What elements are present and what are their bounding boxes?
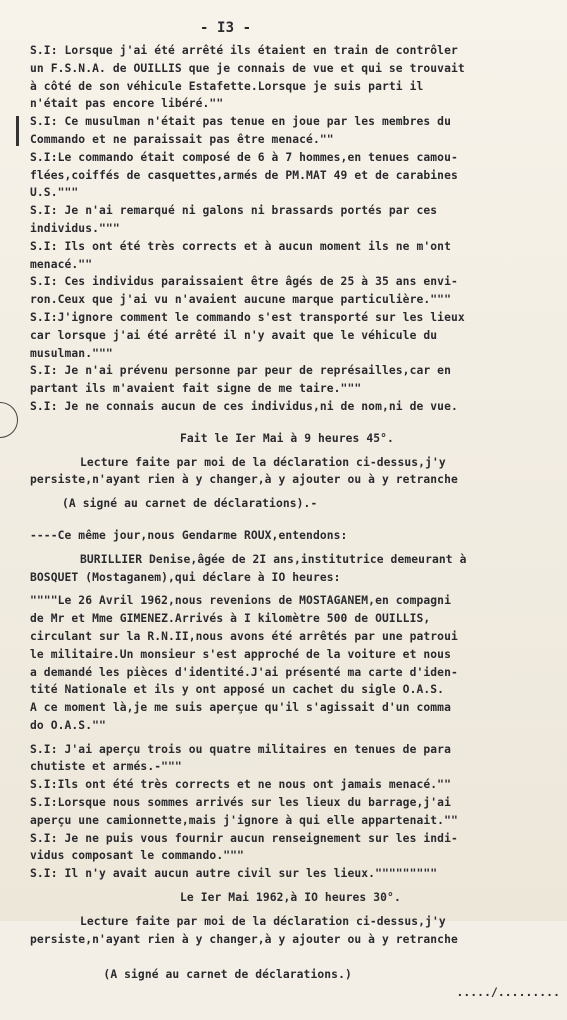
text-line: aperçu une camionnette,mais j'ignore à qui elle appartenait."": [30, 813, 458, 827]
text-line: car lorsque j'ai été arrêté il n'y avait que le véhicule du: [30, 328, 438, 342]
text-line: BURILLIER Denise,âgée de 2I ans,institutrice demeurant à: [80, 552, 467, 566]
text-line: à côté de son véhicule Estafette.Lorsque je suis parti il: [30, 79, 424, 93]
text-line: S.I: Ces individus paraissaient être âgés de 25 à 35 ans envi-: [30, 275, 458, 289]
text-line: flées,coiffés de casquettes,armés de PM.MAT 49 et de carabines: [30, 168, 458, 182]
margin-mark: [16, 116, 19, 146]
text-line: circulant sur la R.N.II,nous avons été arrêtés par une patroui: [30, 629, 458, 643]
text-line: Commando et ne paraissait pas être menacé."": [30, 132, 334, 146]
continuation-dots: ...../.........: [456, 986, 560, 1000]
text-line: A ce moment là,je me suis aperçue qu'il s'agissait d'un comma: [30, 701, 451, 715]
text-line: a demandé les pièces d'identité.J'ai présenté ma carte d'iden-: [30, 665, 458, 679]
text-line: [30, 948, 560, 1000]
text-line: Le Ier Mai 1962,à IO heures 30°.: [180, 891, 401, 905]
text-line: S.I:Ils ont été très corrects et ne nous ont jamais menacé."": [30, 778, 451, 792]
page-number: - I3 -: [200, 20, 252, 36]
text-line: S.I: Il n'y avait aucun autre civil sur les lieux.""""""""": [30, 867, 438, 881]
signature-note: (A signé au carnet de déclarations.): [103, 968, 352, 982]
text-line: S.I: Lorsque j'ai été arrêté ils étaient en train de contrôler: [30, 44, 458, 57]
text-line: persiste,n'ayant rien à y changer,à y ajouter ou à y retranche: [30, 932, 458, 946]
text-line: S.I: Je n'ai remarqué ni galons ni brassards portés par ces: [30, 204, 438, 218]
text-line: individus.""": [30, 221, 120, 235]
text-line: tité Nationale et ils y ont apposé un cachet du sigle O.A.S.: [30, 683, 445, 697]
text-line: """"Le 26 Avril 1962,nous revenions de MOSTAGANEM,en compagni: [30, 594, 451, 608]
text-line: S.I:J'ignore comment le commando s'est transporté sur les lieux: [30, 310, 465, 324]
text-line: menacé."": [30, 257, 93, 271]
text-line: ron.Ceux que j'ai vu n'avaient aucune marque particulière.""": [30, 293, 451, 307]
text-line: un F.S.N.A. de OUILLIS que je connais de vue et qui se trouvait: [30, 61, 465, 75]
text-line: BOSQUET (Mostaganem),qui déclare à IO heures:: [30, 570, 341, 584]
text-line: U.S.""": [30, 186, 79, 200]
punch-hole: [0, 402, 18, 438]
text-line: (A signé au carnet de déclarations).-: [62, 497, 318, 511]
text-line: de Mr et Mme GIMENEZ.Arrivés à I kilomètre 500 de OUILLIS,: [30, 612, 431, 626]
text-line: S.I: Je ne puis vous fournir aucun renseignement sur les indi-: [30, 831, 458, 845]
text-line: S.I: Ce musulman n'était pas tenue en joue par les membres du: [30, 115, 451, 129]
text-line: S.I:Lorsque nous sommes arrivés sur les lieux du barrage,j'ai: [30, 796, 451, 810]
text-line: S.I: Ils ont été très corrects et à aucun moment ils ne m'ont: [30, 239, 451, 253]
text-line: S.I: J'ai aperçu trois ou quatre militaires en tenues de para: [30, 742, 451, 756]
text-line: partant ils m'avaient fait signe de me taire.""": [30, 382, 362, 396]
text-line: chutiste et armés.-""": [30, 760, 182, 774]
text-line: persiste,n'ayant rien à y changer,à y ajouter ou à y retranche: [30, 473, 458, 487]
deposition-text: [30, 42, 560, 1000]
text-line: S.I:Le commando était composé de 6 à 7 hommes,en tenues camou-: [30, 150, 458, 164]
text-line: S.I: Je ne connais aucun de ces individus,ni de nom,ni de vue.: [30, 399, 458, 413]
text-line: vidus composant le commando.""": [30, 849, 244, 863]
text-line: musulman.""": [30, 346, 113, 360]
text-line: Lecture faite par moi de la déclaration ci-dessus,j'y: [80, 914, 446, 928]
text-line: le militaire.Un monsieur s'est approché de la voiture et nous: [30, 647, 451, 661]
text-line: Lecture faite par moi de la déclaration ci-dessus,j'y: [80, 455, 446, 469]
text-line: S.I: Je n'ai prévenu personne par peur de représailles,car en: [30, 364, 451, 378]
text-line: Fait le Ier Mai à 9 heures 45°.: [180, 431, 394, 445]
text-line: do O.A.S."": [30, 718, 106, 732]
text-line: n'était pas encore libéré."": [30, 97, 224, 111]
text-line: ----Ce même jour,nous Gendarme ROUX,entendons:: [30, 528, 348, 542]
